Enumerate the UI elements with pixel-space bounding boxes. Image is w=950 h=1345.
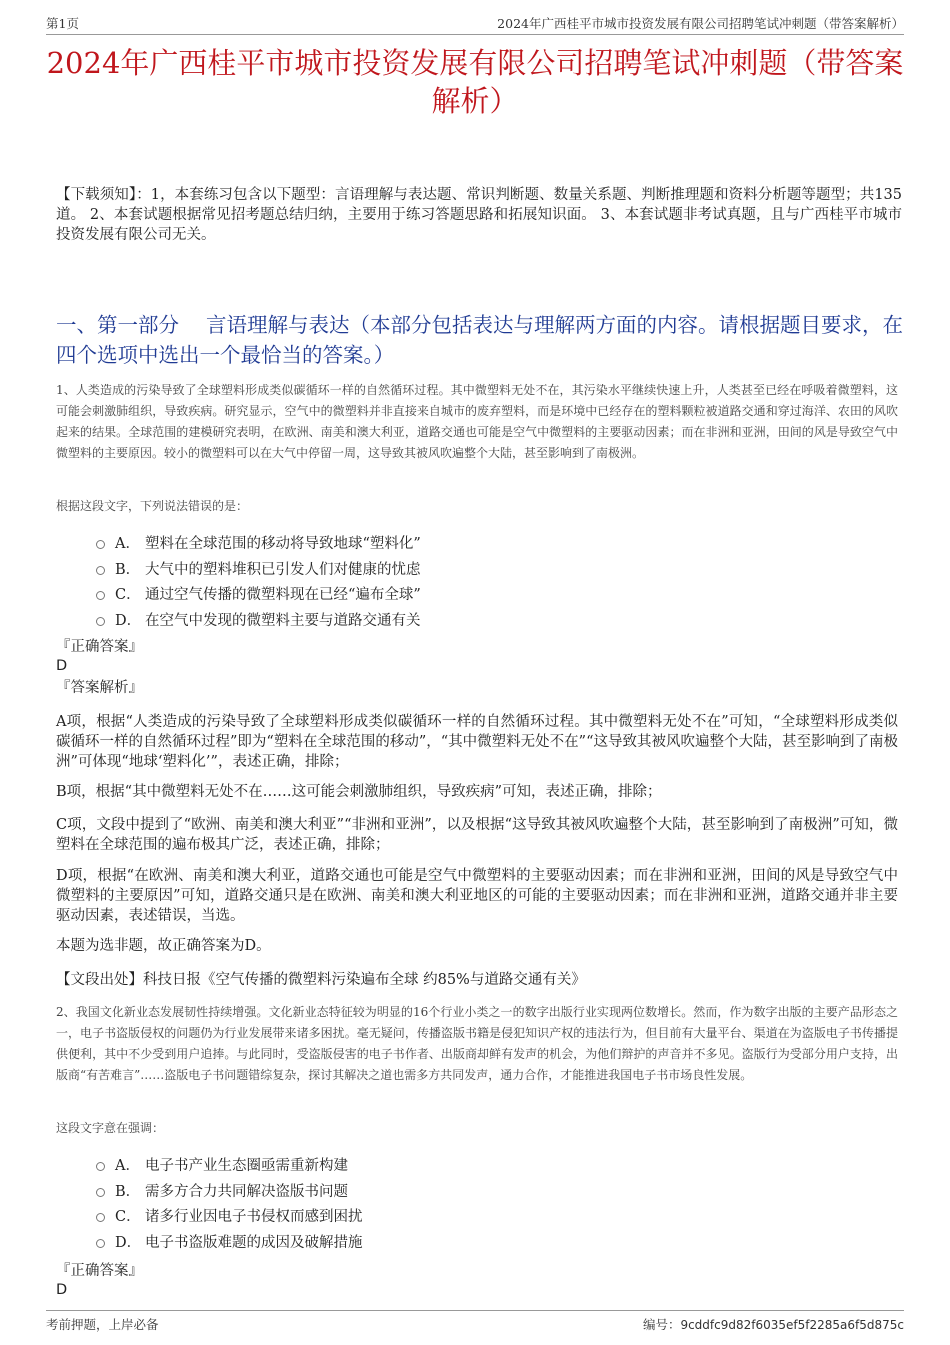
analysis-b: B项，根据“其中微塑料无处不在……这可能会刺激肺组织，导致疾病”可知，表述正确，排除；: [56, 784, 662, 800]
option-text: 诸多行业因电子书侵权而感到困扰: [145, 1209, 363, 1226]
option-c[interactable]: [96, 1203, 363, 1229]
header-doc-title: 2024年广西桂平市城市投资发展有限公司招聘笔试冲刺题（带答案解析）: [497, 16, 904, 31]
option-c[interactable]: [96, 581, 421, 607]
answer-label: 『正确答案』: [56, 639, 143, 655]
radio-icon[interactable]: [96, 1188, 105, 1197]
radio-icon[interactable]: [96, 591, 105, 600]
option-letter: A．: [115, 1158, 140, 1175]
radio-icon[interactable]: [96, 1239, 105, 1248]
radio-icon[interactable]: [96, 617, 105, 626]
option-text: 需多方合力共同解决盗版书问题: [145, 1183, 348, 1200]
analysis-c: C项，文段中提到了“欧洲、南美和澳大利亚”“非洲和亚洲”，以及根据“这导致其被风吹遍整个大陆，甚至影响到了南极洲”可知，微塑料在全球范围的遍布极其广泛，表述正确，排除；: [56, 817, 898, 853]
option-b[interactable]: [96, 1178, 363, 1204]
radio-icon[interactable]: [96, 540, 105, 549]
option-letter: C．: [115, 587, 141, 604]
source-citation: 【文段出处】科技日报《空气传播的微塑料污染遍布全球 约85%与道路交通有关》: [56, 972, 586, 988]
option-text: 电子书盗版难题的成因及破解措施: [145, 1234, 363, 1251]
footer-code: [643, 1315, 904, 1333]
question-1-options: [96, 530, 421, 632]
option-a[interactable]: [96, 530, 421, 556]
option-letter: D．: [115, 1234, 142, 1251]
option-text: 在空气中发现的微塑料主要与道路交通有关: [145, 612, 421, 629]
option-b[interactable]: [96, 556, 421, 582]
page-header: [46, 12, 904, 35]
download-notice: 【下载须知】：1，本套练习包含以下题型：言语理解与表达题、常识判断题、数量关系题、判断推理题和资料分析题等题型；共135道。 2、本套试题根据常见招考题总结归纳，主要用于练习答题思路和拓展知识面。 3、本套试题非考试真题，且与广西桂平市城市投资发展有限公司无关。: [56, 187, 902, 243]
question-2-options: [96, 1152, 363, 1254]
answer-value: D: [56, 1282, 68, 1298]
option-letter: B．: [115, 1183, 141, 1200]
page-number: 第1页: [46, 16, 79, 31]
answer-label: 『正确答案』: [56, 1263, 143, 1279]
analysis-label: 『答案解析』: [56, 680, 143, 696]
option-text: 大气中的塑料堆积已引发人们对健康的忧虑: [145, 561, 421, 578]
document-title: 2024年广西桂平市城市投资发展有限公司招聘笔试冲刺题（带答案解析）: [46, 46, 904, 118]
analysis-a: A项，根据“人类造成的污染导致了全球塑料形成类似碳循环一样的自然循环过程。其中微塑料无处不在”可知，“全球塑料形成类似碳循环一样的自然循环过程”即为“塑料在全球范围的移动”，“其中微塑料无处不在”“这导致其被风吹遍整个大陆，甚至影响到了南极洲”可体现“地球‘塑料化’”，表述正确，排除；: [56, 714, 898, 770]
section-heading: 一、第一部分 言语理解与表达（本部分包括表达与理解两方面的内容。请根据题目要求，在四个选项中选出一个最恰当的答案。）: [56, 313, 904, 367]
question-2-text: 2、我国文化新业态发展韧性持续增强。文化新业态特征较为明显的16个行业小类之一的数字出版行业实现两位数增长。然而，作为数字出版的主要产品形态之一，电子书盗版侵权的问题仍为行业发展带来诸多困扰。毫无疑问，传播盗版书籍是侵犯知识产权的违法行为，但目前有大量平台、渠道在为盗版电子书传播提供便利，其中不少受到用户追捧。与此同时，受盗版侵害的电子书作者、出版商却鲜有发声的机会，为他们辩护的声音并不多见。盗版行为受部分用户支持，出版商“有苦难言”……盗版电子书问题错综复杂，探讨其解决之道也需多方共同发声，通力合作，才能推进我国电子书市场良性发展。: [56, 1005, 898, 1082]
footer-code-value: 9cddfc9d82f6035ef5f2285a6f5d875c: [680, 1318, 904, 1332]
footer-code-label: 编号：: [642, 1317, 681, 1332]
radio-icon[interactable]: [96, 566, 105, 575]
option-a[interactable]: [96, 1152, 363, 1178]
option-letter: A．: [115, 536, 140, 553]
analysis-conclusion: 本题为选非题，故正确答案为D。: [56, 938, 271, 954]
analysis-d: D项，根据“在欧洲、南美和澳大利亚，道路交通也可能是空气中微塑料的主要驱动因素；而在非洲和亚洲，田间的风是导致空气中微塑料的主要原因”可知，道路交通只是在欧洲、南美和澳大利亚地区的可能的主要驱动因素；而在非洲和亚洲，道路交通并非主要驱动因素，表述错误，当选。: [56, 868, 898, 924]
radio-icon[interactable]: [96, 1213, 105, 1222]
question-1-text: 1、人类造成的污染导致了全球塑料形成类似碳循环一样的自然循环过程。其中微塑料无处不在，其污染水平继续快速上升，人类甚至已经在呼吸着微塑料，这可能会刺激肺组织，导致疾病。研究显示，空气中的微塑料并非直接来自城市的废弃塑料，而是环境中已经存在的塑料颗粒被道路交通和穿过海洋、农田的风吹起来的结果。全球范围的建模研究表明，在欧洲、南美和澳大利亚，道路交通也可能是空气中微塑料的主要驱动因素；而在非洲和亚洲，田间的风是导致空气中微塑料的主要原因。较小的微塑料可以在大气中停留一周，这导致其被风吹遍整个大陆，甚至影响到了南极洲。: [56, 383, 898, 460]
option-letter: D．: [115, 612, 142, 629]
answer-value: D: [56, 658, 68, 674]
option-d[interactable]: [96, 1229, 363, 1255]
option-text: 塑料在全球范围的移动将导致地球“塑料化”: [145, 536, 421, 553]
footer-slogan: 考前押题，上岸必备: [46, 1317, 159, 1332]
option-letter: C．: [115, 1209, 141, 1226]
option-letter: B．: [115, 561, 141, 578]
question-1-prompt: 根据这段文字，下列说法错误的是：: [56, 499, 249, 513]
option-text: 通过空气传播的微塑料现在已经“遍布全球”: [145, 587, 421, 604]
question-2-prompt: 这段文字意在强调：: [56, 1121, 165, 1135]
page-footer: [46, 1310, 904, 1333]
option-d[interactable]: [96, 607, 421, 633]
option-text: 电子书产业生态圈亟需重新构建: [145, 1158, 348, 1175]
radio-icon[interactable]: [96, 1162, 105, 1171]
